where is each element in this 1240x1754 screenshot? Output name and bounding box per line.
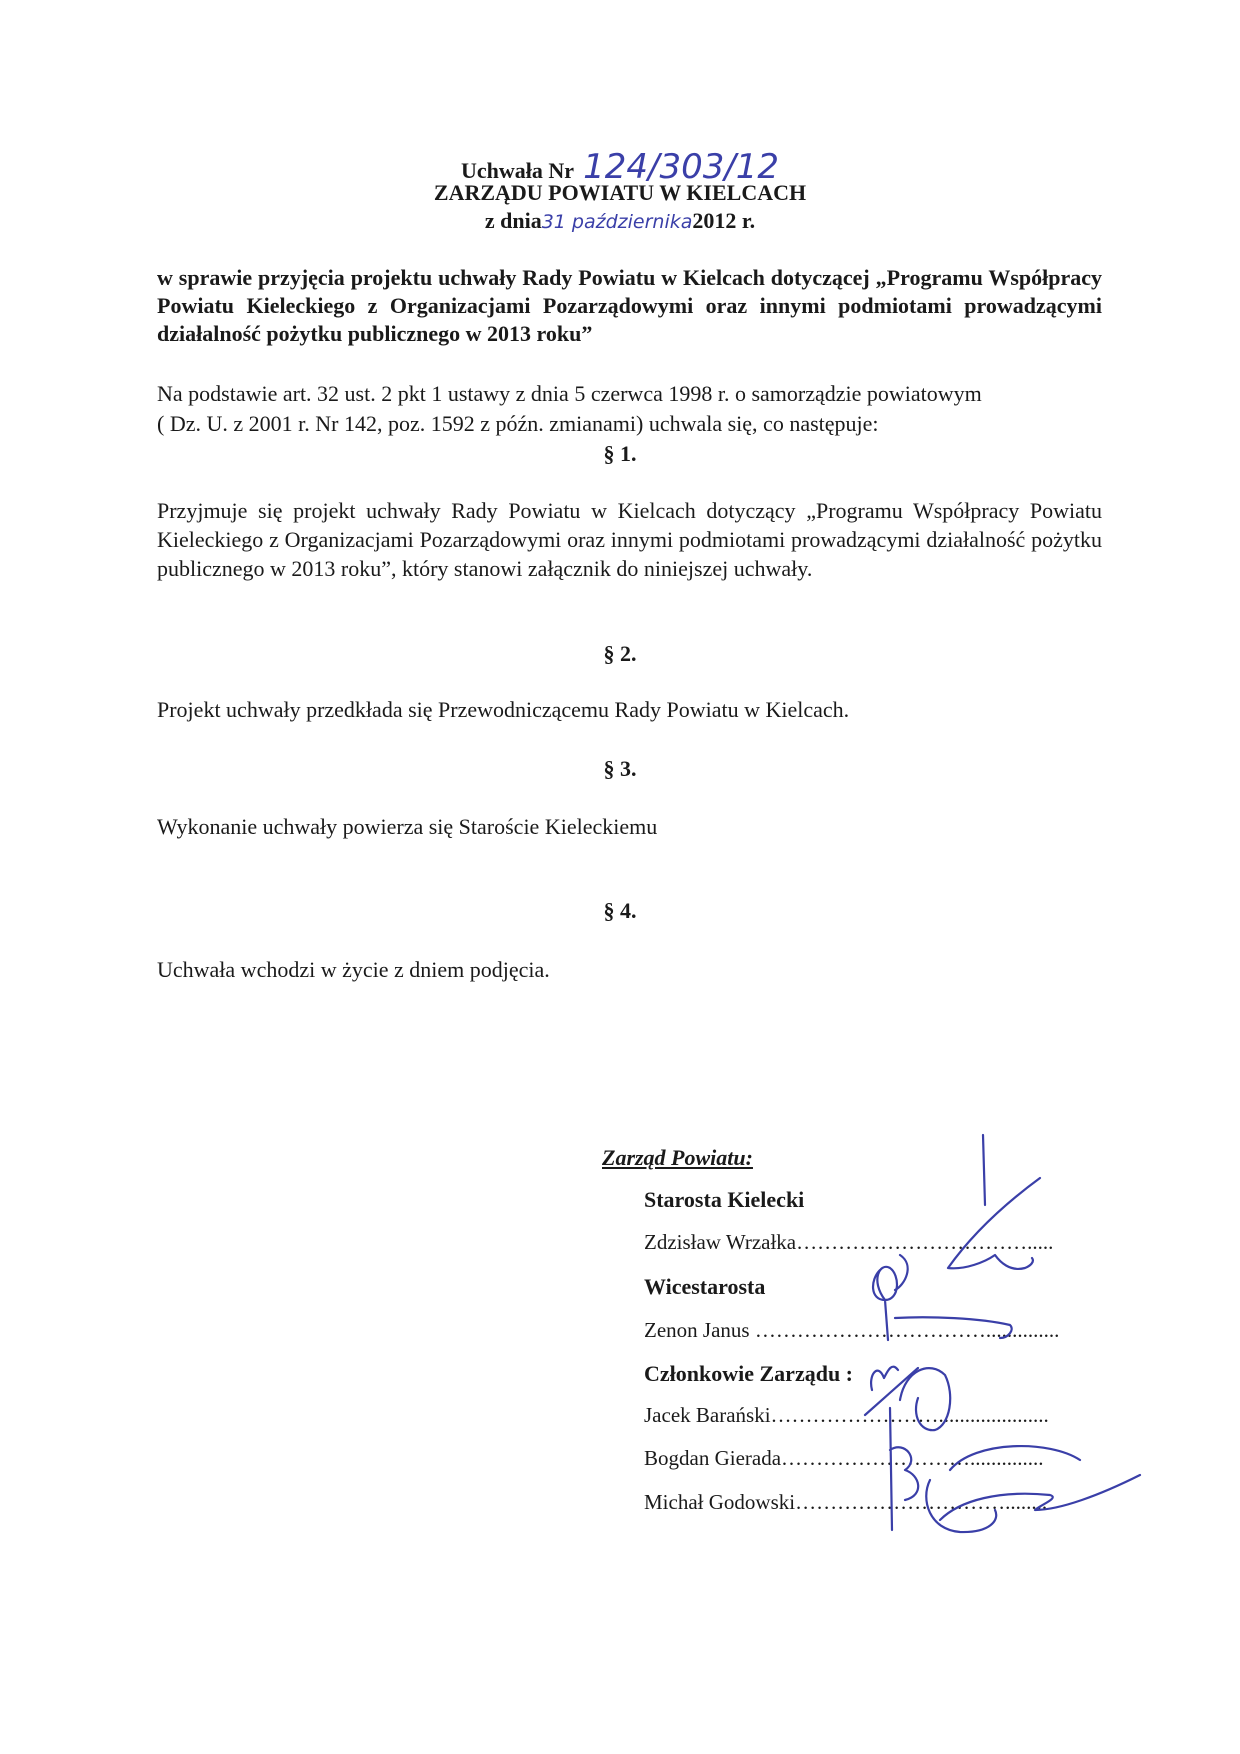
legal-basis-line-1: Na podstawie art. 32 ust. 2 pkt 1 ustawy z dnia 5 czerwca 1998 r. o samorządzie powiatowym [157, 381, 982, 406]
resolution-authority: ZARZĄDU POWIATU W KIELCACH [433, 180, 807, 205]
legal-basis-line-2: ( Dz. U. z 2001 r. Nr 142, poz. 1592 z późn. zmianami) uchwala się, co następuje: [157, 411, 879, 436]
member-3-name: Michał Godowski [644, 1490, 796, 1514]
section-2-text: Projekt uchwały przedkłada się Przewodniczącemu Rady Powiatu w Kielcach. [157, 697, 850, 722]
date-handwritten: 31 października [541, 211, 693, 233]
starosta-name: Zdzisław Wrzałka [644, 1230, 797, 1254]
resolution-number-handwritten: 124/303/12 [583, 147, 780, 187]
section-2-heading: § 2. [603, 641, 637, 666]
signature-member-3 [940, 1446, 1140, 1520]
signature-member-2 [890, 1408, 918, 1530]
section-4-heading: § 4. [603, 898, 637, 923]
section-4-text: Uchwała wchodzi w życie z dniem podjęcia. [157, 957, 550, 982]
date-prefix: z dnia [484, 208, 542, 233]
resolution-title-prefix: Uchwała Nr [460, 158, 574, 183]
member-2-line: Bogdan Gierada……………………….............. [644, 1446, 1044, 1470]
resolution-subject: w sprawie przyjęcia projektu uchwały Rady Powiatu w Kielcach dotyczącej „Programu Współpracy Powiatu Kieleckiego z Organizacjami Pozarządowymi oraz innymi podmiotami prowadzącymi działalność pożytku publicznego w 2013 roku” [157, 265, 1102, 346]
vice-role: Wicestarosta [644, 1274, 766, 1299]
member-1-name: Jacek Barański [644, 1403, 771, 1427]
board-label: Zarząd Powiatu: [602, 1145, 753, 1170]
member-3-line: Michał Godowski…………………………........ [644, 1490, 1048, 1514]
member-2-name: Bogdan Gierada [644, 1446, 782, 1470]
section-3-heading: § 3. [603, 756, 637, 781]
signature-starosta [948, 1135, 1040, 1269]
vice-name: Zenon Janus [644, 1318, 750, 1342]
starosta-role: Starosta Kielecki [644, 1187, 805, 1212]
section-1-text: Przyjmuje się projekt uchwały Rady Powiatu w Kielcach dotyczący „Programu Współpracy Powiatu Kieleckiego z Organizacjami Pozarządowymi oraz innymi podmiotami prowadzącymi działalność pożytku publicznego w 2013 roku”, który stanowi załącznik do niniejszej uchwały. [157, 498, 1102, 581]
date-suffix: 2012 r. [692, 208, 756, 233]
section-3-text: Wykonanie uchwały powierza się Staroście Kieleckiemu [157, 814, 658, 839]
vice-name-line: Zenon Janus …………………………….............. [644, 1318, 1060, 1342]
section-1-heading: § 1. [603, 441, 637, 466]
member-1-line: Jacek Barański……………………..................... [644, 1403, 1049, 1427]
members-role: Członkowie Zarządu : [644, 1361, 853, 1386]
starosta-name-line: Zdzisław Wrzałka……………………………..... [644, 1230, 1054, 1254]
signature-vice [873, 1267, 1012, 1340]
